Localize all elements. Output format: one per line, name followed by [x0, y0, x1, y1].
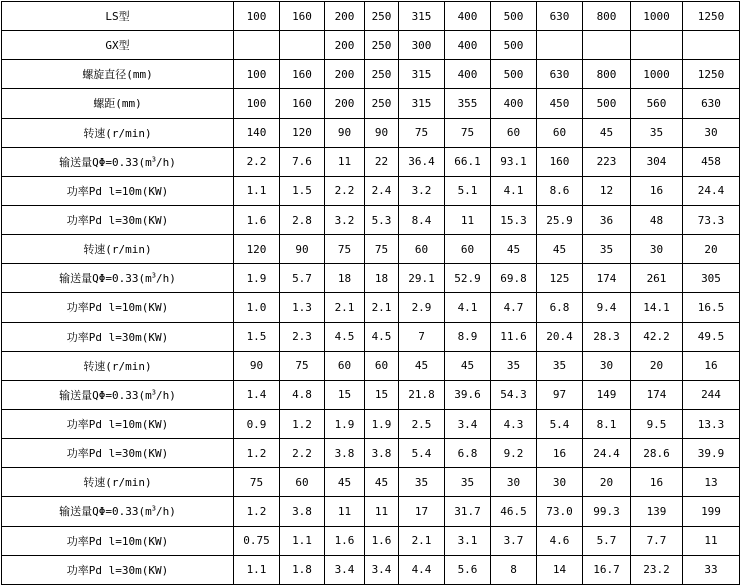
table-cell: 1.2 [234, 497, 280, 526]
table-cell: 1.2 [234, 439, 280, 468]
table-cell: 35 [491, 351, 537, 380]
table-cell: 8 [491, 555, 537, 584]
table-cell: 18 [365, 264, 399, 293]
row-label-text: 转速(r/min) [83, 359, 152, 373]
table-cell: 3.2 [325, 205, 365, 234]
row-label [2, 89, 234, 118]
table-cell [683, 31, 740, 60]
table-cell: 1.9 [325, 409, 365, 438]
table-cell: 5.7 [583, 526, 631, 555]
table-cell: 250 [365, 89, 399, 118]
table-cell: 14 [537, 555, 583, 584]
table-cell: 2.1 [365, 293, 399, 322]
table-cell: 300 [399, 31, 445, 60]
table-cell: 315 [399, 2, 445, 31]
table-cell: 3.4 [365, 555, 399, 584]
row-label-unit: /h) [155, 155, 176, 169]
row-label-text: 螺旋直径(mm) [82, 68, 153, 82]
table-cell: 160 [280, 89, 325, 118]
table-cell: 200 [325, 31, 365, 60]
table-cell: 16.5 [683, 293, 740, 322]
table-cell: 120 [234, 235, 280, 264]
table-cell: 1.6 [325, 526, 365, 555]
row-label-superscript: 3 [151, 388, 156, 397]
table-row [2, 147, 740, 176]
table-cell: 630 [537, 2, 583, 31]
table-cell: 261 [631, 264, 683, 293]
table-cell: 5.3 [365, 205, 399, 234]
table-cell: 30 [537, 468, 583, 497]
table-cell: 0.9 [234, 409, 280, 438]
table-cell: 33 [683, 555, 740, 584]
table-row [2, 555, 740, 584]
table-cell: 16 [631, 176, 683, 205]
table-cell: 49.5 [683, 322, 740, 351]
table-cell: 244 [683, 380, 740, 409]
table-cell: 3.8 [365, 439, 399, 468]
table-cell: 5.4 [399, 439, 445, 468]
table-row [2, 439, 740, 468]
table-cell: 450 [537, 89, 583, 118]
row-label [2, 235, 234, 264]
table-row [2, 60, 740, 89]
table-cell: 400 [491, 89, 537, 118]
table-cell: 36.4 [399, 147, 445, 176]
table-cell: 630 [683, 89, 740, 118]
table-cell: 8.4 [399, 205, 445, 234]
table-cell: 75 [399, 118, 445, 147]
row-label-text: 功率Pd l=10m(KW) [66, 534, 169, 548]
table-cell: 66.1 [445, 147, 491, 176]
table-cell: 16 [683, 351, 740, 380]
row-label [2, 468, 234, 497]
row-label [2, 60, 234, 89]
table-cell: 1.6 [234, 205, 280, 234]
table-cell: 5.1 [445, 176, 491, 205]
table-cell: 29.1 [399, 264, 445, 293]
table-cell: 3.7 [491, 526, 537, 555]
table-row [2, 409, 740, 438]
table-cell: 7.7 [631, 526, 683, 555]
table-cell: 2.2 [280, 439, 325, 468]
row-label [2, 147, 234, 176]
table-cell: 4.5 [325, 322, 365, 351]
table-cell: 45 [399, 351, 445, 380]
row-label-text: 转速(r/min) [83, 243, 152, 257]
table-cell: 11 [683, 526, 740, 555]
row-label [2, 31, 234, 60]
table-row [2, 205, 740, 234]
table-cell: 500 [491, 60, 537, 89]
table-cell: 30 [491, 468, 537, 497]
table-cell: 500 [583, 89, 631, 118]
table-cell: 315 [399, 60, 445, 89]
table-cell [631, 31, 683, 60]
table-row [2, 526, 740, 555]
row-label-superscript: 3 [151, 155, 156, 164]
table-cell: 100 [234, 60, 280, 89]
table-cell: 160 [537, 147, 583, 176]
table-cell: 304 [631, 147, 683, 176]
table-cell: 160 [280, 60, 325, 89]
table-cell: 1.8 [280, 555, 325, 584]
table-cell: 35 [631, 118, 683, 147]
table-cell: 4.4 [399, 555, 445, 584]
table-cell: 1.1 [280, 526, 325, 555]
table-cell: 223 [583, 147, 631, 176]
table-cell: 3.2 [399, 176, 445, 205]
table-cell: 4.7 [491, 293, 537, 322]
table-cell: 174 [631, 380, 683, 409]
table-cell: 39.9 [683, 439, 740, 468]
table-cell [234, 31, 280, 60]
table-cell: 35 [537, 351, 583, 380]
table-cell: 12 [583, 176, 631, 205]
table-cell: 174 [583, 264, 631, 293]
table-cell: 4.6 [537, 526, 583, 555]
table-row [2, 497, 740, 526]
table-cell: 2.1 [325, 293, 365, 322]
table-cell: 35 [399, 468, 445, 497]
table-cell: 1000 [631, 2, 683, 31]
table-cell: 315 [399, 89, 445, 118]
table-cell: 24.4 [583, 439, 631, 468]
table-cell: 1.9 [234, 264, 280, 293]
table-cell: 11 [365, 497, 399, 526]
table-cell: 8.6 [537, 176, 583, 205]
table-cell: 400 [445, 60, 491, 89]
table-cell: 13.3 [683, 409, 740, 438]
row-label-unit: /h) [155, 505, 176, 519]
table-cell: 7.6 [280, 147, 325, 176]
table-cell: 60 [491, 118, 537, 147]
row-label-text: 功率Pd l=30m(KW) [66, 447, 169, 461]
table-cell: 75 [325, 235, 365, 264]
row-label [2, 264, 234, 293]
table-cell: 630 [537, 60, 583, 89]
table-row [2, 322, 740, 351]
table-cell: 160 [280, 2, 325, 31]
table-cell: 2.2 [325, 176, 365, 205]
table-cell: 250 [365, 2, 399, 31]
table-cell: 2.4 [365, 176, 399, 205]
table-cell: 4.1 [491, 176, 537, 205]
table-cell: 9.2 [491, 439, 537, 468]
table-cell: 2.3 [280, 322, 325, 351]
table-cell: 560 [631, 89, 683, 118]
table-cell: 13 [683, 468, 740, 497]
table-cell: 11 [325, 147, 365, 176]
table-cell: 2.2 [234, 147, 280, 176]
table-cell: 18 [325, 264, 365, 293]
table-cell: 800 [583, 60, 631, 89]
table-cell: 120 [280, 118, 325, 147]
row-label [2, 526, 234, 555]
table-cell: 9.4 [583, 293, 631, 322]
table-cell: 149 [583, 380, 631, 409]
table-cell: 8.9 [445, 322, 491, 351]
table-cell: 0.75 [234, 526, 280, 555]
table-cell: 3.8 [280, 497, 325, 526]
table-cell: 16 [537, 439, 583, 468]
table-cell: 200 [325, 89, 365, 118]
row-label [2, 555, 234, 584]
table-cell: 199 [683, 497, 740, 526]
table-cell: 1000 [631, 60, 683, 89]
table-cell: 500 [491, 2, 537, 31]
table-cell: 1250 [683, 2, 740, 31]
table-cell: 45 [365, 468, 399, 497]
row-label-text: 功率Pd l=30m(KW) [66, 330, 169, 344]
table-cell: 1.3 [280, 293, 325, 322]
table-cell: 28.3 [583, 322, 631, 351]
table-cell: 1.0 [234, 293, 280, 322]
table-cell: 25.9 [537, 205, 583, 234]
row-label-text: 转速(r/min) [83, 476, 152, 490]
table-cell: 23.2 [631, 555, 683, 584]
table-cell [583, 31, 631, 60]
table-cell: 15 [325, 380, 365, 409]
row-label [2, 118, 234, 147]
table-cell: 16.7 [583, 555, 631, 584]
row-label [2, 439, 234, 468]
table-cell: 90 [280, 235, 325, 264]
table-cell: 60 [445, 235, 491, 264]
table-cell: 2.8 [280, 205, 325, 234]
table-cell: 35 [583, 235, 631, 264]
table-cell: 14.1 [631, 293, 683, 322]
row-label-text: 输送量QΦ=0.33(m [59, 272, 152, 286]
row-label-text: 功率Pd l=10m(KW) [66, 184, 169, 198]
table-cell: 1.9 [365, 409, 399, 438]
table-cell: 3.8 [325, 439, 365, 468]
table-cell: 1.1 [234, 555, 280, 584]
table-cell: 1.1 [234, 176, 280, 205]
table-cell: 90 [365, 118, 399, 147]
table-cell: 39.6 [445, 380, 491, 409]
row-label-text: GX型 [105, 39, 130, 53]
table-cell: 20 [583, 468, 631, 497]
table-cell: 45 [491, 235, 537, 264]
table-cell: 355 [445, 89, 491, 118]
table-cell: 99.3 [583, 497, 631, 526]
table-cell: 28.6 [631, 439, 683, 468]
table-cell [280, 31, 325, 60]
table-cell: 45 [445, 351, 491, 380]
table-cell: 100 [234, 89, 280, 118]
table-cell: 11 [325, 497, 365, 526]
table-cell: 45 [537, 235, 583, 264]
table-row [2, 176, 740, 205]
table-cell: 400 [445, 2, 491, 31]
table-row [2, 264, 740, 293]
table-cell: 305 [683, 264, 740, 293]
row-label-superscript: 3 [151, 271, 156, 280]
table-row [2, 380, 740, 409]
table-body [2, 2, 740, 585]
row-label [2, 380, 234, 409]
table-cell: 6.8 [445, 439, 491, 468]
table-cell: 24.4 [683, 176, 740, 205]
table-cell: 90 [234, 351, 280, 380]
table-row [2, 468, 740, 497]
row-label-text: 功率Pd l=10m(KW) [66, 418, 169, 432]
table-cell: 20.4 [537, 322, 583, 351]
table-cell: 2.5 [399, 409, 445, 438]
table-cell: 11.6 [491, 322, 537, 351]
table-cell: 140 [234, 118, 280, 147]
table-row [2, 293, 740, 322]
table-cell: 35 [445, 468, 491, 497]
table-row [2, 351, 740, 380]
table-cell: 45 [325, 468, 365, 497]
table-row [2, 235, 740, 264]
row-label [2, 409, 234, 438]
table-cell: 9.5 [631, 409, 683, 438]
row-label [2, 176, 234, 205]
table-cell: 5.6 [445, 555, 491, 584]
row-label [2, 293, 234, 322]
table-cell: 3.4 [325, 555, 365, 584]
table-cell: 11 [445, 205, 491, 234]
table-cell: 16 [631, 468, 683, 497]
table-cell: 4.1 [445, 293, 491, 322]
table-cell: 60 [280, 468, 325, 497]
table-cell: 21.8 [399, 380, 445, 409]
table-cell: 60 [537, 118, 583, 147]
row-label-text: LS型 [105, 10, 130, 24]
spec-table [1, 1, 740, 585]
table-cell: 458 [683, 147, 740, 176]
table-cell: 97 [537, 380, 583, 409]
table-row [2, 118, 740, 147]
table-cell: 36 [583, 205, 631, 234]
table-cell: 17 [399, 497, 445, 526]
table-cell: 200 [325, 60, 365, 89]
table-cell: 7 [399, 322, 445, 351]
table-cell [537, 31, 583, 60]
row-label-unit: /h) [155, 272, 176, 286]
table-cell: 22 [365, 147, 399, 176]
table-cell: 3.4 [445, 409, 491, 438]
row-label [2, 322, 234, 351]
table-cell: 2.9 [399, 293, 445, 322]
table-row [2, 31, 740, 60]
table-cell: 46.5 [491, 497, 537, 526]
table-cell: 75 [234, 468, 280, 497]
row-label [2, 205, 234, 234]
table-cell: 93.1 [491, 147, 537, 176]
table-cell: 73.3 [683, 205, 740, 234]
table-cell: 800 [583, 2, 631, 31]
row-label-text: 输送量QΦ=0.33(m [59, 155, 152, 169]
table-cell: 30 [683, 118, 740, 147]
table-cell: 1.5 [280, 176, 325, 205]
table-cell: 48 [631, 205, 683, 234]
table-cell: 1.2 [280, 409, 325, 438]
row-label-text: 输送量QΦ=0.33(m [59, 388, 152, 402]
row-label [2, 351, 234, 380]
table-cell: 200 [325, 2, 365, 31]
table-cell: 15.3 [491, 205, 537, 234]
row-label-text: 转速(r/min) [83, 126, 152, 140]
table-cell: 31.7 [445, 497, 491, 526]
row-label [2, 497, 234, 526]
table-cell: 5.7 [280, 264, 325, 293]
table-cell: 20 [631, 351, 683, 380]
table-cell: 52.9 [445, 264, 491, 293]
row-label-text: 功率Pd l=10m(KW) [66, 301, 169, 315]
table-cell: 400 [445, 31, 491, 60]
table-cell: 2.1 [399, 526, 445, 555]
table-cell: 60 [399, 235, 445, 264]
table-cell: 20 [683, 235, 740, 264]
table-cell: 60 [325, 351, 365, 380]
table-cell: 75 [280, 351, 325, 380]
table-cell: 5.4 [537, 409, 583, 438]
table-cell: 30 [631, 235, 683, 264]
row-label-unit: /h) [155, 388, 176, 402]
row-label-text: 功率Pd l=30m(KW) [66, 563, 169, 577]
row-label [2, 2, 234, 31]
table-cell: 4.8 [280, 380, 325, 409]
row-label-text: 输送量QΦ=0.33(m [59, 505, 152, 519]
row-label-text: 功率Pd l=30m(KW) [66, 214, 169, 228]
table-cell: 54.3 [491, 380, 537, 409]
table-cell: 45 [583, 118, 631, 147]
table-cell: 100 [234, 2, 280, 31]
table-cell: 500 [491, 31, 537, 60]
table-cell: 4.5 [365, 322, 399, 351]
table-row [2, 2, 740, 31]
table-cell: 139 [631, 497, 683, 526]
table-cell: 6.8 [537, 293, 583, 322]
table-cell: 1250 [683, 60, 740, 89]
table-cell: 3.1 [445, 526, 491, 555]
table-row [2, 89, 740, 118]
table-cell: 1.5 [234, 322, 280, 351]
table-cell: 30 [583, 351, 631, 380]
table-cell: 4.3 [491, 409, 537, 438]
table-cell: 15 [365, 380, 399, 409]
table-cell: 1.4 [234, 380, 280, 409]
table-cell: 8.1 [583, 409, 631, 438]
row-label-superscript: 3 [151, 504, 156, 513]
table-cell: 42.2 [631, 322, 683, 351]
table-cell: 60 [365, 351, 399, 380]
row-label-text: 螺距(mm) [93, 97, 142, 111]
table-cell: 125 [537, 264, 583, 293]
table-cell: 69.8 [491, 264, 537, 293]
table-cell: 75 [445, 118, 491, 147]
table-cell: 90 [325, 118, 365, 147]
table-cell: 250 [365, 60, 399, 89]
table-cell: 73.0 [537, 497, 583, 526]
table-cell: 75 [365, 235, 399, 264]
table-cell: 250 [365, 31, 399, 60]
table-cell: 1.6 [365, 526, 399, 555]
